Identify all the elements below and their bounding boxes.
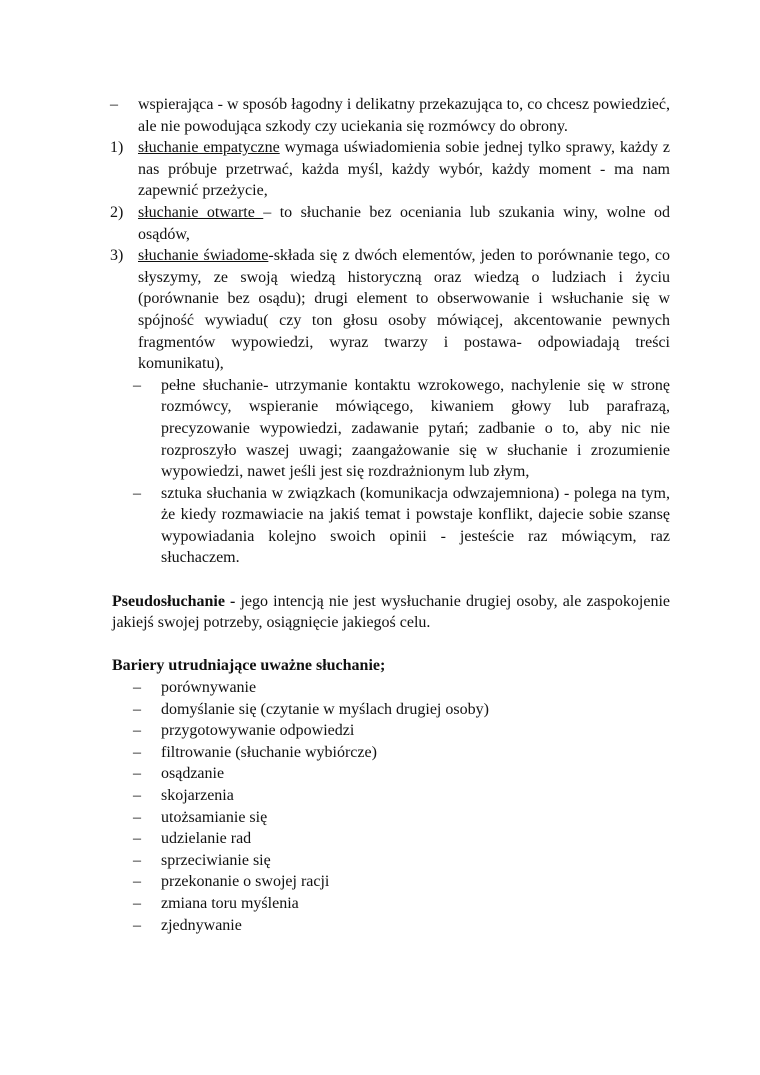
list-item-text: -składa się z dwóch elementów, jeden to porównanie tego, co słyszymy, ze swoją wiedzą historyczną oraz wiedzą o ludziach i życiu (porównanie bez osądu); drugi element to obserwowanie i wsłuchanie się w spójność wywiadu( czy ton głosu osoby mówiącej, akcentowanie pewnych fragmentów wypowiedzi, wyraz twarzy i postawa- odpowiadają treści komunikatu),: [138, 247, 671, 373]
barrier-item: [112, 915, 670, 937]
numbered-item-1: [112, 137, 670, 202]
dash-marker: –: [133, 376, 141, 394]
list-item-text: pełne słuchanie- utrzymanie kontaktu wzrokowego, nachylenie się w stronę rozmówcy, wspieranie mówiącego, kiwaniem głowy lub parafrazą, precyzowanie wypowiedzi, zadawanie pytań; zadbanie o to, aby nic nie rozproszyło waszej uwagi; zaangażowanie się w słuchanie i zrozumienie wypowiedzi, nawet jeśli jest się rozdrażnionym lub złym,: [161, 376, 670, 481]
barrier-text: udzielanie rad: [161, 830, 252, 848]
dash-marker: –: [133, 808, 141, 826]
barrier-text: przekonanie o swojej racji: [161, 873, 330, 891]
barrier-item: [112, 893, 670, 915]
list-item-text: – to słuchanie bez oceniania lub szukania winy, wolne od osądów,: [138, 203, 670, 243]
number-marker: 3): [110, 247, 124, 265]
barrier-item: [112, 785, 670, 807]
dash-marker: –: [133, 787, 141, 804]
barrier-item: [112, 699, 670, 721]
dash-marker: –: [110, 96, 118, 113]
barrier-text: zmiana toru myślenia: [161, 894, 299, 912]
barrier-text: porównywanie: [161, 679, 257, 697]
list-item-text: wspierająca - w sposób łagodny i delikatny przekazująca to, co chcesz powiedzieć, ale nie powodująca szkody czy uciekania się rozmówcy do obrony.: [138, 96, 670, 135]
pseudo-listening-paragraph: [112, 591, 670, 634]
dash-marker: –: [133, 851, 141, 869]
numbered-item-2: [112, 202, 670, 245]
dash-marker: –: [133, 873, 141, 891]
dash-marker: –: [133, 722, 141, 740]
barrier-text: domyślanie się (czytanie w myślach drugiej osoby): [161, 700, 489, 718]
term-underlined: słuchanie empatyczne: [138, 139, 280, 157]
barrier-item: [112, 742, 670, 764]
dash-marker: –: [133, 700, 141, 718]
barrier-item: [112, 807, 670, 829]
barrier-item: [112, 720, 670, 742]
barrier-text: osądzanie: [161, 765, 225, 783]
barrier-item: [112, 828, 670, 850]
top-list: [112, 94, 670, 137]
term-underlined: słuchanie otwarte: [138, 203, 264, 221]
barrier-item: [112, 850, 670, 872]
barrier-item: [112, 677, 670, 699]
spacer: [112, 634, 670, 656]
dash-marker: –: [133, 830, 141, 848]
barrier-text: przygotowywanie odpowiedzi: [161, 722, 355, 740]
dash-marker: –: [133, 894, 141, 912]
barrier-text: zjednywanie: [161, 916, 242, 934]
number-marker: 1): [110, 139, 124, 157]
term-underlined: słuchanie świadome: [138, 247, 269, 265]
list-item-text: sztuka słuchania w związkach (komunikacja odwzajemniona) - polega na tym, że kiedy rozmawiacie na jakiś temat i powstaje konflikt, dajecie sobie szansę wypowiadania kolejno swoich opinii - jesteście raz mówiącym, raz słuchaczem.: [161, 484, 670, 567]
numbered-item-3: [112, 245, 670, 375]
number-marker: 2): [110, 203, 124, 221]
spacer: [112, 569, 670, 591]
numbered-list: [112, 137, 670, 569]
sub-list: [112, 375, 670, 569]
barrier-item: [112, 763, 670, 785]
list-item-text: wymaga uświadomienia sobie jednej tylko sprawy, każdy z nas próbuje przetrwać, każda myśl, każdy wybór, każdy moment - ma nam zapewnić przeżycie,: [138, 139, 670, 200]
term-bold: Pseudosłuchanie -: [112, 592, 236, 610]
dash-marker: –: [133, 679, 141, 697]
sub-list-item: [112, 375, 670, 483]
dash-marker: –: [133, 743, 141, 761]
barrier-text: utożsamianie się: [161, 808, 268, 826]
barriers-list: [112, 677, 670, 936]
dash-marker: –: [133, 916, 141, 934]
barrier-text: skojarzenia: [161, 787, 234, 804]
paragraph-text: jego intencją nie jest wysłuchanie drugiej osoby, ale zaspokojenie jakiejś swojej potrzeby, osiągnięcie jakiegoś celu.: [112, 592, 670, 632]
document-page: [112, 94, 670, 936]
barrier-text: sprzeciwianie się: [161, 851, 271, 869]
sub-list-item: [112, 483, 670, 569]
barriers-heading: Bariery utrudniające uważne słuchanie;: [112, 657, 386, 675]
barrier-item: [112, 871, 670, 893]
list-item: [112, 94, 670, 137]
dash-marker: –: [133, 484, 141, 502]
barrier-text: filtrowanie (słuchanie wybiórcze): [161, 743, 377, 761]
dash-marker: –: [133, 765, 141, 783]
